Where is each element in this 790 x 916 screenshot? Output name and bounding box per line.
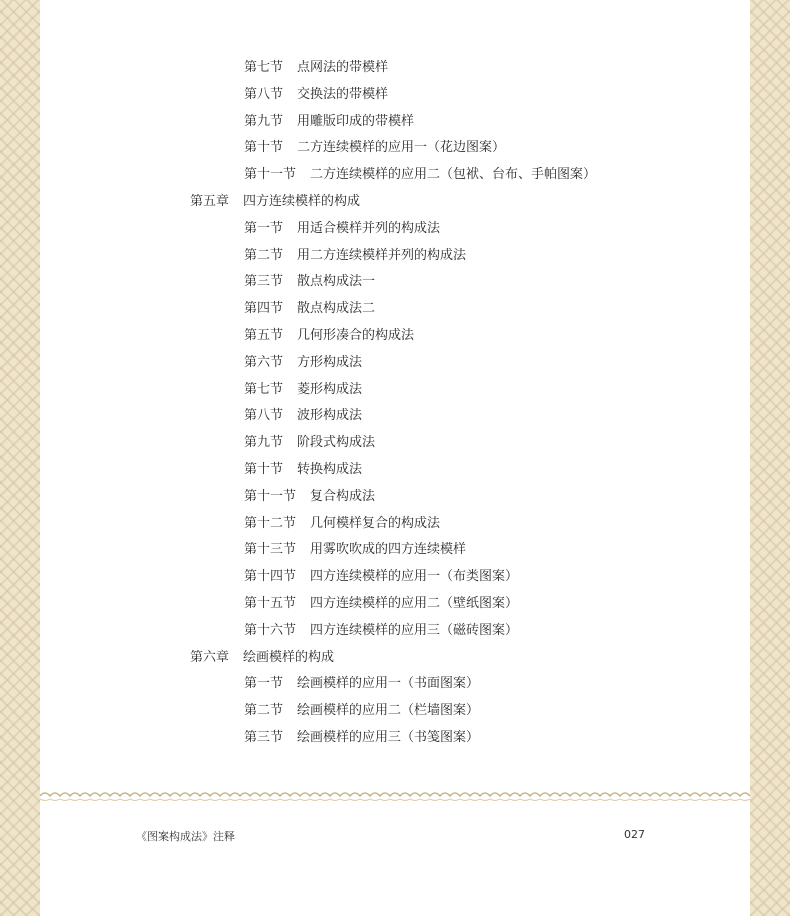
toc-title: 绘画模样的应用二（栏墙图案） xyxy=(297,703,480,719)
toc-title: 绘画模样的构成 xyxy=(243,649,335,665)
toc-number: 第十节 xyxy=(244,462,284,477)
toc-number: 第十二节 xyxy=(244,515,297,531)
toc-number: 第十节 xyxy=(244,140,284,156)
toc-section xyxy=(244,87,388,103)
toc-title: 方形构成法 xyxy=(297,354,363,370)
page-number: 027 xyxy=(624,828,645,841)
wave-divider xyxy=(40,790,750,802)
toc-title: 散点构成法二 xyxy=(297,301,376,317)
toc-section xyxy=(244,114,414,130)
toc-section xyxy=(244,167,596,183)
toc-number: 第十三节 xyxy=(244,542,297,558)
toc-title: 散点构成法一 xyxy=(297,274,376,290)
toc-section xyxy=(244,301,375,317)
toc-title: 用雕版印成的带模样 xyxy=(297,113,415,129)
toc-title: 几何形凑合的构成法 xyxy=(297,328,415,343)
toc-number: 第七节 xyxy=(244,381,284,397)
toc-title: 交换法的带模样 xyxy=(297,86,389,102)
toc-number: 第四节 xyxy=(244,301,284,317)
toc-section xyxy=(244,355,362,371)
footer-book-title: 《图案构成法》注释 xyxy=(136,830,235,843)
toc-section xyxy=(244,703,479,719)
toc-title: 复合构成法 xyxy=(310,488,376,504)
toc-title: 用二方连续模样并列的构成法 xyxy=(297,247,467,263)
toc-title: 绘画模样的应用三（书笺图案） xyxy=(297,730,480,745)
toc-title: 二方连续模样的应用二（包袱、台布、手帕图案） xyxy=(310,167,597,183)
toc-section xyxy=(244,221,440,237)
toc-title: 转换构成法 xyxy=(297,462,363,477)
toc-number: 第八节 xyxy=(244,408,284,424)
toc-number: 第七节 xyxy=(244,60,284,75)
toc-number: 第一节 xyxy=(244,676,284,692)
toc-title: 点网法的带模样 xyxy=(297,60,389,75)
toc-number: 第九节 xyxy=(244,113,284,129)
toc-section xyxy=(244,248,466,264)
toc-section xyxy=(244,408,362,424)
toc-title: 用雾吹吹成的四方连续模样 xyxy=(310,542,467,558)
toc-number: 第二节 xyxy=(244,703,284,719)
toc-section xyxy=(244,623,518,639)
toc-chapter xyxy=(190,194,360,210)
toc-number: 第三节 xyxy=(244,730,284,745)
toc-title: 四方连续模样的应用二（壁纸图案） xyxy=(310,596,519,611)
toc-number: 第一节 xyxy=(244,220,284,236)
toc-number: 第九节 xyxy=(244,435,284,451)
toc-section xyxy=(244,676,479,692)
toc-section xyxy=(244,489,375,505)
toc-number: 第三节 xyxy=(244,274,284,290)
left-decorative-border xyxy=(0,0,40,916)
toc-title: 波形构成法 xyxy=(297,408,363,424)
toc-title: 绘画模样的应用一（书面图案） xyxy=(297,676,480,692)
toc-section xyxy=(244,569,518,585)
toc-number: 第十一节 xyxy=(244,488,297,504)
toc-title: 几何模样复合的构成法 xyxy=(310,515,441,531)
toc-title: 阶段式构成法 xyxy=(297,435,376,451)
toc-section xyxy=(244,60,388,76)
toc-number: 第五节 xyxy=(244,328,284,343)
toc-number: 第二节 xyxy=(244,247,284,263)
toc-title: 四方连续模样的构成 xyxy=(243,194,361,209)
toc-section xyxy=(244,462,362,478)
right-decorative-border xyxy=(750,0,790,916)
toc-section xyxy=(244,542,466,558)
toc-title: 四方连续模样的应用三（磁砖图案） xyxy=(310,622,519,638)
toc-section xyxy=(244,516,440,532)
toc-chapter xyxy=(190,650,334,666)
toc-section xyxy=(244,435,375,451)
toc-section xyxy=(244,730,479,746)
toc-number: 第五章 xyxy=(190,194,230,209)
toc-section xyxy=(244,382,362,398)
toc-title: 二方连续模样的应用一（花边图案） xyxy=(297,140,506,156)
toc-number: 第十四节 xyxy=(244,569,297,585)
toc-number: 第十六节 xyxy=(244,622,297,638)
toc-section xyxy=(244,140,505,156)
toc-number: 第八节 xyxy=(244,86,284,102)
toc-title: 四方连续模样的应用一（布类图案） xyxy=(310,569,519,585)
toc-title: 菱形构成法 xyxy=(297,381,363,397)
toc-title: 用适合模样并列的构成法 xyxy=(297,220,441,236)
toc-number: 第十五节 xyxy=(244,596,297,611)
toc-number: 第六节 xyxy=(244,354,284,370)
toc-number: 第六章 xyxy=(190,649,230,665)
toc-section xyxy=(244,328,414,344)
toc-section xyxy=(244,274,375,290)
toc-number: 第十一节 xyxy=(244,167,297,183)
toc-section xyxy=(244,596,518,612)
